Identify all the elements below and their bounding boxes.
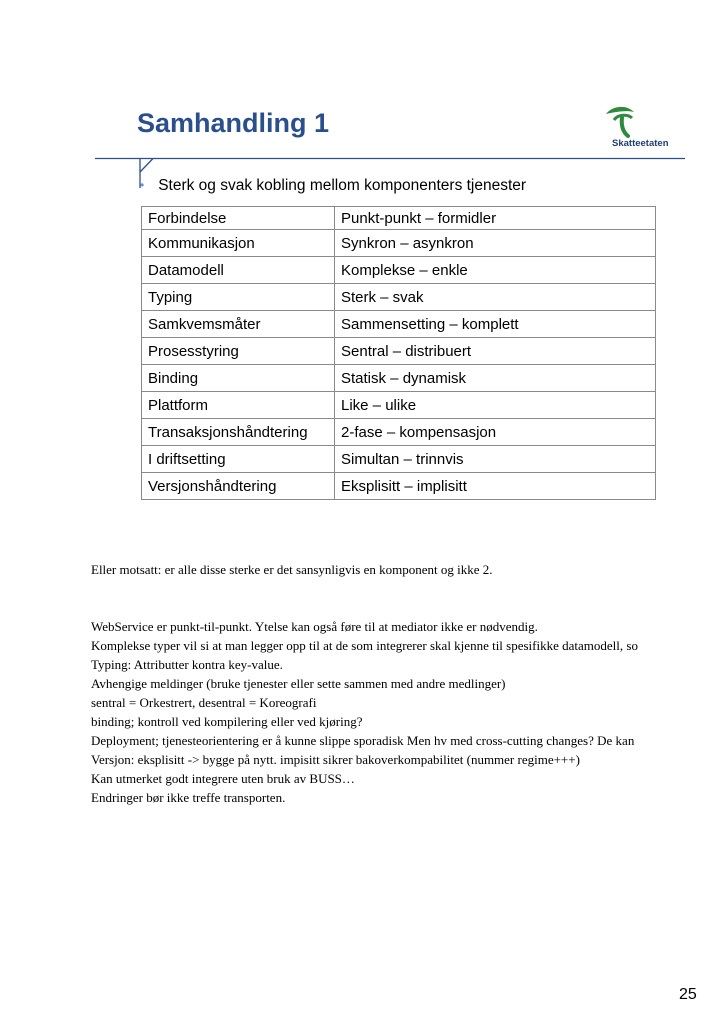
note-line: binding; kontroll ved kompilering eller ved kjøring? — [91, 714, 363, 729]
table-row — [142, 311, 656, 338]
table-row — [142, 392, 656, 419]
variant-cell: Synkron – asynkron — [335, 230, 656, 257]
table-row — [142, 446, 656, 473]
note-line: Avhengige meldinger (bruke tjenester eller sette sammen med andre medlinger) — [91, 676, 506, 691]
variant-cell: Sammensetting – komplett — [335, 311, 656, 338]
property-cell: Binding — [142, 365, 335, 392]
page-number: 25 — [679, 986, 697, 1003]
property-cell: Kommunikasjon — [142, 230, 335, 257]
note-line: sentral = Orkestrert, desentral = Koreografi — [91, 695, 317, 710]
variant-cell: 2-fase – kompensasjon — [335, 419, 656, 446]
bullet-dot-icon: • — [140, 178, 145, 192]
logo-text: Skatteetaten — [612, 138, 669, 149]
variant-cell: Sterk – svak — [335, 284, 656, 311]
note-line: Deployment; tjenesteorientering er å kunne slippe sporadisk Men hv med cross-cutting changes? De kan — [91, 733, 635, 748]
variant-cell: Like – ulike — [335, 392, 656, 419]
property-cell: Prosesstyring — [142, 338, 335, 365]
table-row — [142, 207, 656, 230]
note-line: Versjon: eksplisitt -> bygge på nytt. impisitt sikrer bakoverkompabilitet (nummer regime+++) — [91, 752, 580, 767]
note-line: Komplekse typer vil si at man legger opp til at de som integrerer skal kjenne til spesifikke datamodell, so — [91, 638, 638, 653]
note-line: Eller motsatt: er alle disse sterke er det sansynligvis en komponent og ikke 2. — [91, 562, 493, 577]
variant-cell: Komplekse – enkle — [335, 257, 656, 284]
coupling-table — [141, 206, 656, 500]
table-row — [142, 257, 656, 284]
variant-cell: Sentral – distribuert — [335, 338, 656, 365]
property-cell: Versjonshåndtering — [142, 473, 335, 500]
note-line: Kan utmerket godt integrere uten bruk av BUSS… — [91, 771, 355, 786]
property-cell: Datamodell — [142, 257, 335, 284]
variant-cell: Punkt-punkt – formidler — [335, 207, 656, 230]
bullet-item — [140, 177, 526, 195]
slide-title: Samhandling 1 — [137, 108, 330, 138]
table-row — [142, 419, 656, 446]
table-row — [142, 473, 656, 500]
variant-cell: Simultan – trinnvis — [335, 446, 656, 473]
variant-cell: Eksplisitt – implisitt — [335, 473, 656, 500]
bullet-text: Sterk og svak kobling mellom komponenters tjenester — [158, 177, 527, 194]
property-cell: Transaksjonshåndtering — [142, 419, 335, 446]
note-line: WebService er punkt-til-punkt. Ytelse kan også føre til at mediator ikke er nødvendig. — [91, 619, 538, 634]
note-line: Typing: Attributter kontra key-value. — [91, 657, 283, 672]
table-row — [142, 284, 656, 311]
property-cell: I driftsetting — [142, 446, 335, 473]
property-cell: Forbindelse — [142, 207, 335, 230]
table-row — [142, 230, 656, 257]
table-row — [142, 365, 656, 392]
speaker-notes — [91, 560, 728, 807]
variant-cell: Statisk – dynamisk — [335, 365, 656, 392]
property-cell: Typing — [142, 284, 335, 311]
property-cell: Plattform — [142, 392, 335, 419]
property-cell: Samkvemsmåter — [142, 311, 335, 338]
table-row — [142, 338, 656, 365]
note-line: Endringer bør ikke treffe transporten. — [91, 790, 286, 805]
